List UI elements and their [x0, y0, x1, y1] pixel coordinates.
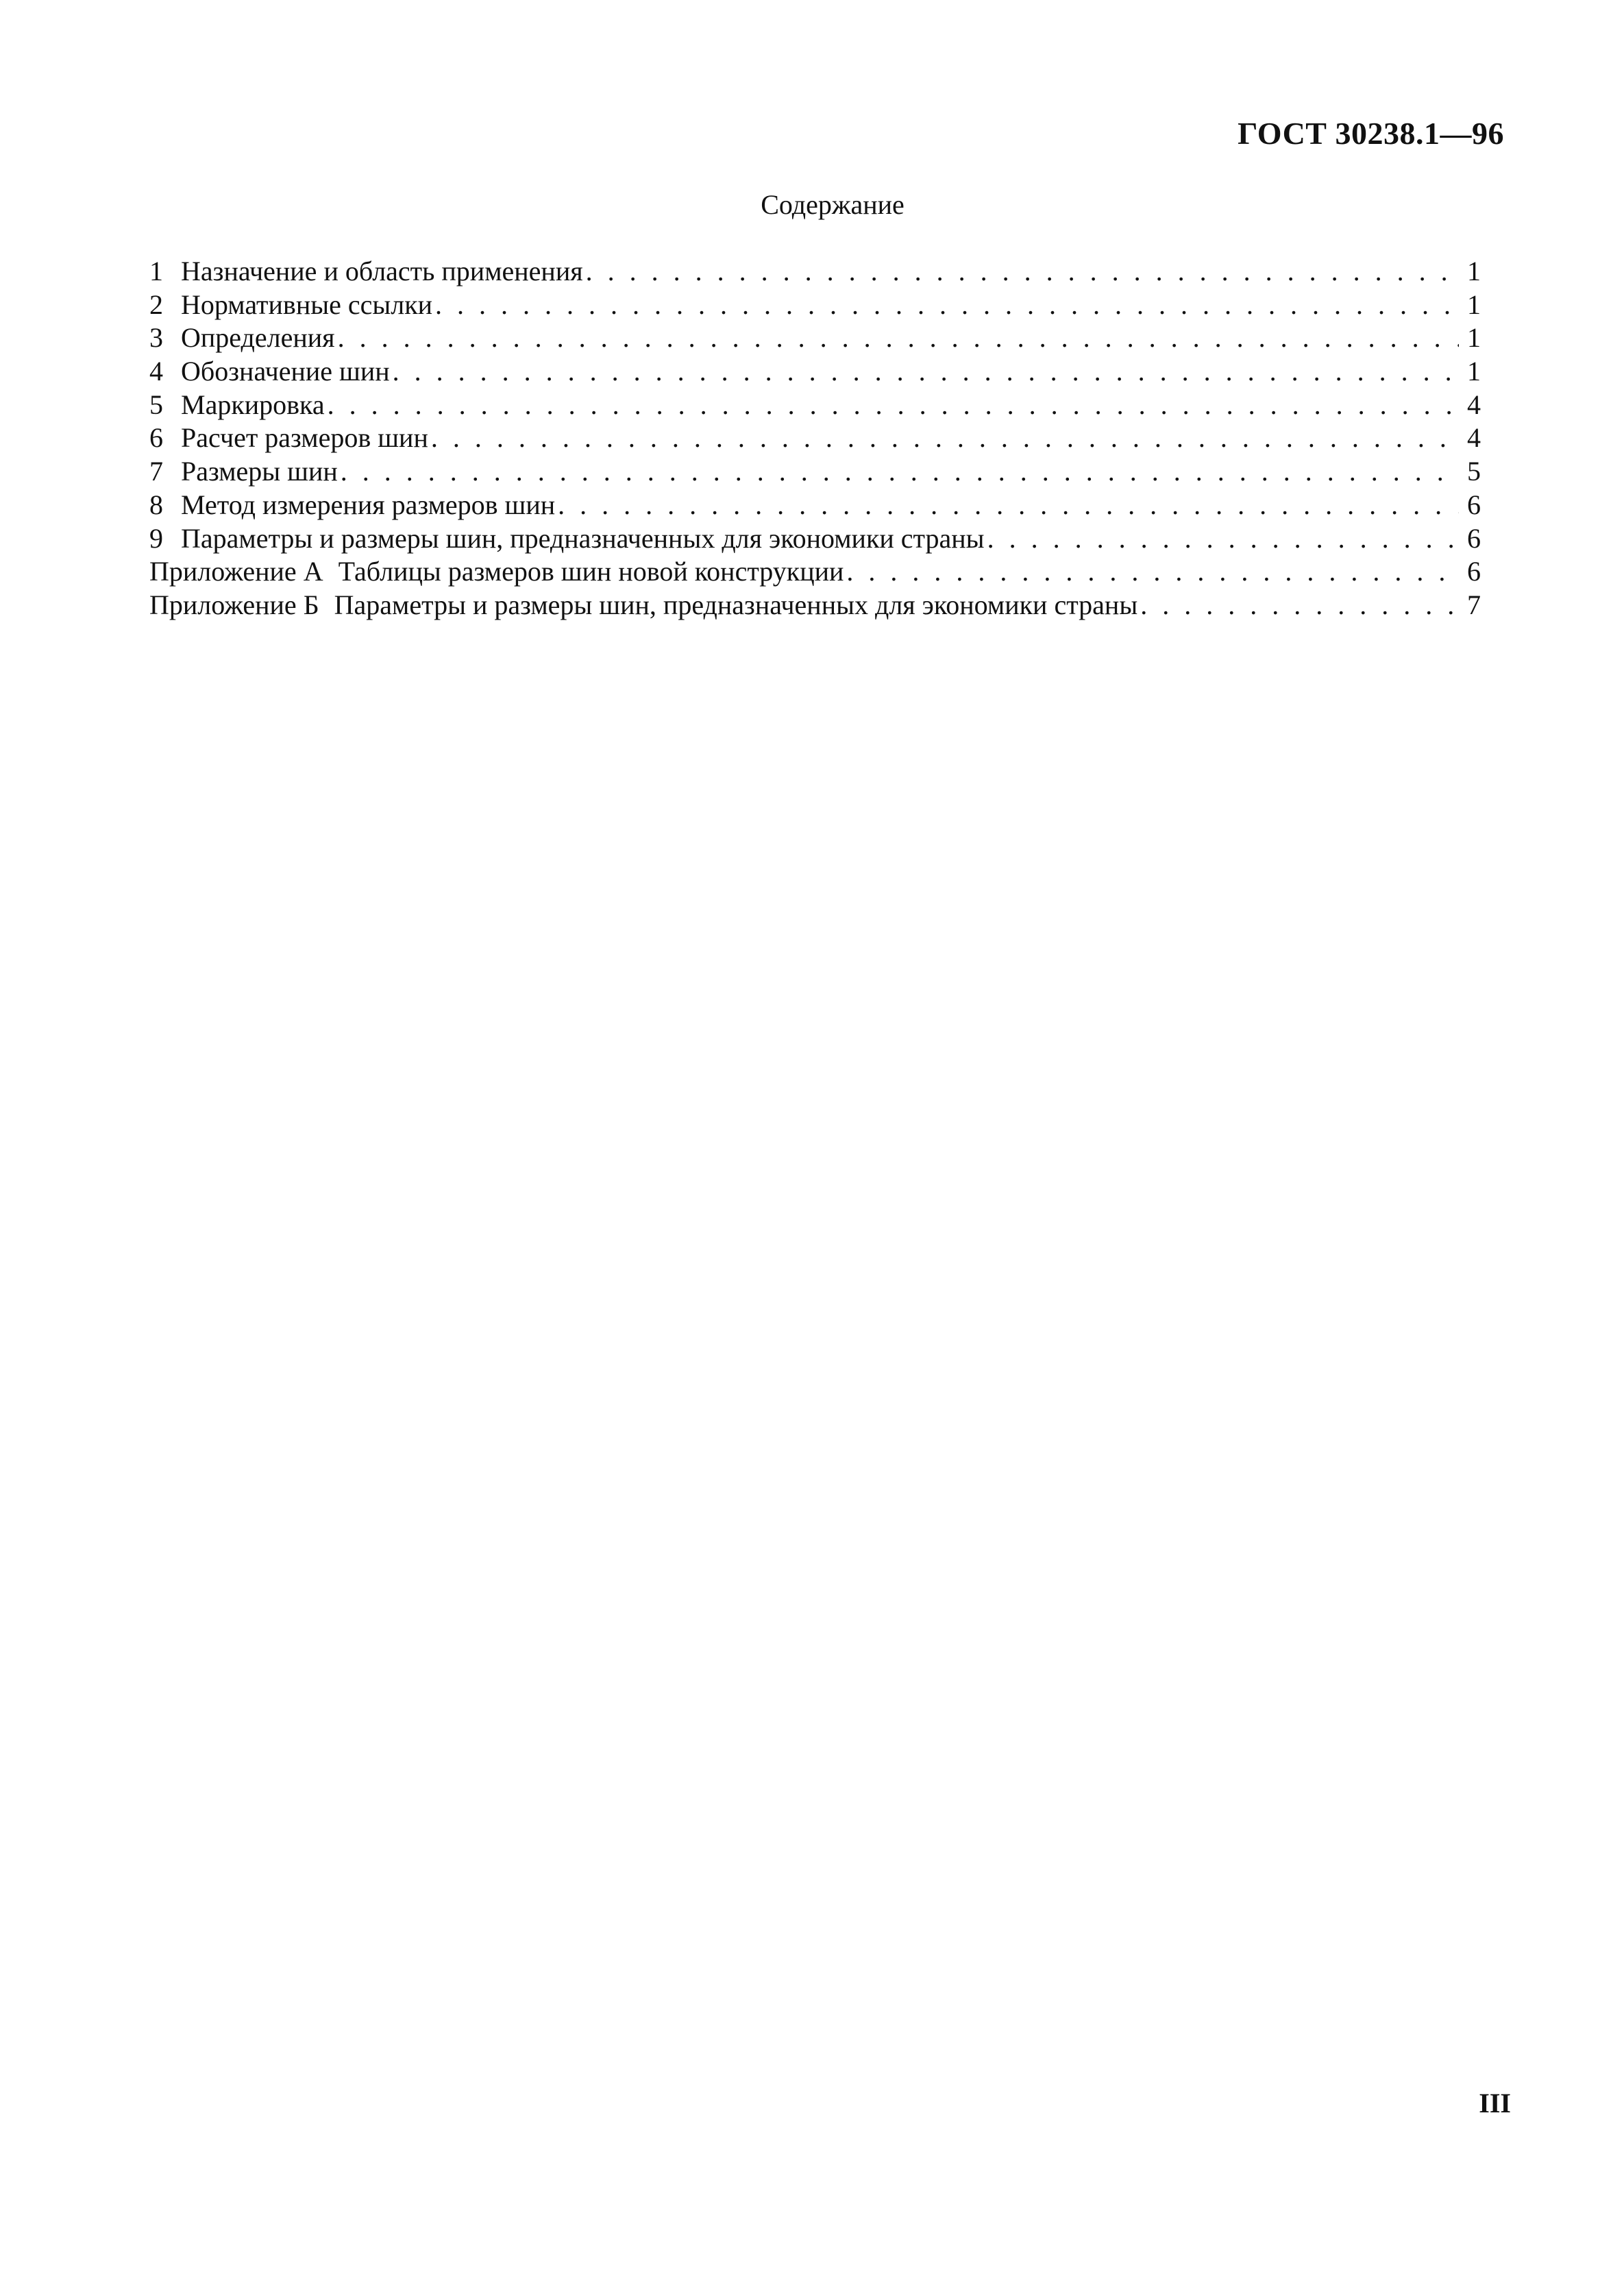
toc-entry-page: 5: [1467, 456, 1481, 487]
toc-entry-number: 5: [149, 389, 163, 420]
toc-entry-7[interactable]: [149, 455, 1481, 489]
toc-entry-label: Размеры шин: [181, 456, 338, 487]
dot-leader: [341, 455, 1459, 489]
toc-entry-appendix-a[interactable]: [149, 555, 1481, 589]
toc-entry-label: Определения: [181, 322, 335, 354]
toc-title: Содержание: [761, 189, 905, 220]
page-number: III: [1479, 2088, 1511, 2119]
dot-leader: [1140, 589, 1459, 622]
toc-entry-page: 4: [1467, 389, 1481, 420]
toc-entry-label: Метод измерения размеров шин: [181, 489, 556, 520]
dot-leader: [558, 489, 1459, 522]
toc-entry-page: 6: [1467, 522, 1481, 554]
toc-entry-number: 3: [149, 322, 163, 354]
toc-entry-number: 8: [149, 489, 163, 520]
toc-entry-label: Обозначение шин: [181, 356, 390, 387]
toc-appendix-page: 6: [1467, 556, 1481, 587]
toc-entry-appendix-b[interactable]: [149, 589, 1481, 622]
toc-entry-number: 1: [149, 256, 163, 286]
toc-appendix-number: Приложение Б: [149, 589, 319, 620]
toc-entry-number: 6: [149, 422, 163, 454]
dot-leader: [431, 422, 1459, 455]
dot-leader: [338, 321, 1459, 355]
dot-leader: [846, 555, 1459, 589]
toc-entry-label: Параметры и размеры шин, предназначенных для экономики страны: [181, 522, 985, 554]
toc-entry-6[interactable]: [149, 422, 1481, 455]
toc-appendix-label: Таблицы размеров шин новой конструкции: [338, 556, 844, 587]
toc-entry-1[interactable]: [149, 255, 1481, 289]
toc-entry-2[interactable]: [149, 289, 1481, 322]
toc-entry-5[interactable]: [149, 389, 1481, 422]
toc-entry-3[interactable]: [149, 321, 1481, 355]
toc-entry-label: Маркировка: [181, 389, 325, 420]
toc-entry-page: 1: [1467, 356, 1481, 387]
toc-entry-number: 7: [149, 456, 163, 487]
toc-entry-4[interactable]: [149, 355, 1481, 389]
document-code: ГОСТ 30238.1—96: [1238, 116, 1504, 151]
toc-entry-number: 9: [149, 522, 163, 554]
toc-entry-label: Расчет размеров шин: [181, 422, 428, 454]
dot-leader: [586, 255, 1459, 289]
toc-entry-page: 6: [1467, 489, 1481, 520]
toc-entry-page: 1: [1467, 289, 1481, 320]
toc-entry-page: 1: [1467, 256, 1481, 286]
table-of-contents: [149, 255, 1481, 622]
toc-entry-number: 2: [149, 289, 163, 320]
dot-leader: [987, 522, 1459, 556]
dot-leader: [393, 355, 1459, 389]
toc-appendix-page: 7: [1467, 589, 1481, 620]
toc-entry-number: 4: [149, 356, 163, 387]
toc-entry-9[interactable]: [149, 522, 1481, 556]
toc-appendix-label: Параметры и размеры шин, предназначенных для экономики страны: [334, 589, 1138, 620]
toc-entry-label: Нормативные ссылки: [181, 289, 433, 320]
toc-entry-page: 1: [1467, 322, 1481, 354]
dot-leader: [435, 289, 1459, 322]
toc-entry-page: 4: [1467, 422, 1481, 454]
dot-leader: [328, 389, 1459, 422]
toc-entry-label: Назначение и область применения: [181, 256, 583, 286]
toc-entry-8[interactable]: [149, 489, 1481, 522]
toc-appendix-number: Приложение А: [149, 556, 323, 587]
